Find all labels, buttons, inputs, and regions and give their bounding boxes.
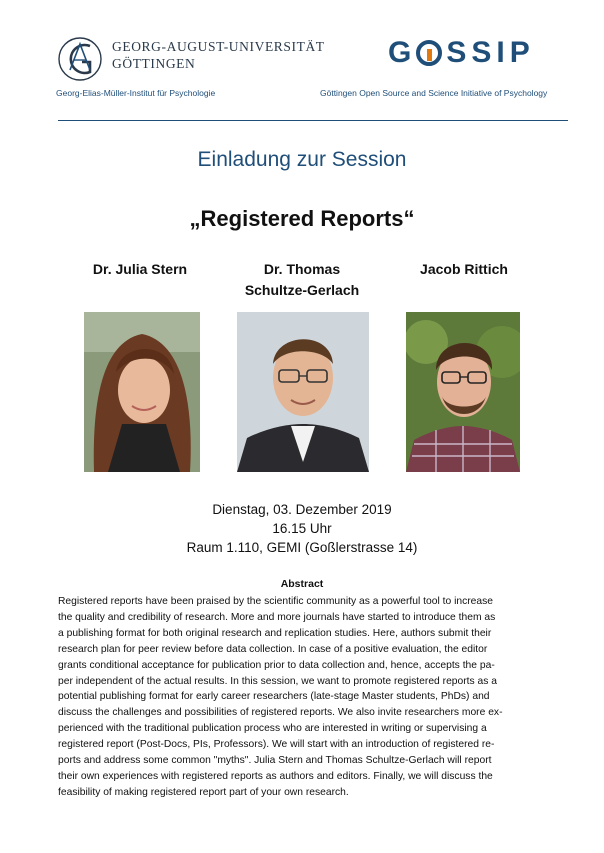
abstract-line: feasibility of making registered report part of your own research. xyxy=(58,786,349,798)
portrait-man-checked-shirt-image xyxy=(406,312,520,472)
speaker-photo-thomas-schultze-gerlach xyxy=(237,312,369,472)
abstract-line: potential publishing format for early career researchers (late-stage Master students, PhDs) and xyxy=(58,691,490,703)
header-divider xyxy=(58,120,568,121)
speaker-name-line1: Dr. Thomas xyxy=(263,261,341,277)
event-time: 16.15 Uhr xyxy=(272,521,332,536)
speaker-name-line2: Schultze-Gerlach xyxy=(244,282,360,298)
speaker-name-julia-stern xyxy=(70,259,210,280)
abstract-line: their own experiences with registered reports as authors and editors. Finally, we will discuss the xyxy=(58,770,493,782)
abstract-line: discuss the challenges and possibilities of registered reports. We also invite researchers more ex- xyxy=(58,707,503,719)
abstract-line: the quality and credibility of research. More and more journals have started to introduce them as xyxy=(58,611,496,623)
speaker-photo-julia-stern xyxy=(84,312,200,472)
letterhead xyxy=(0,0,604,122)
invitation-heading: Einladung zur Session xyxy=(197,148,407,171)
university-name xyxy=(112,38,325,72)
event-date: Dienstag, 03. Dezember 2019 xyxy=(212,502,392,517)
portrait-woman-image xyxy=(84,312,200,472)
gossip-subtitle: Göttingen Open Source and Science Initiative of Psychology xyxy=(320,88,548,98)
speaker-name-line1: Jacob Rittich xyxy=(420,261,508,277)
event-details xyxy=(0,500,604,557)
university-name-line2: GÖTTINGEN xyxy=(112,56,196,71)
abstract-line: perienced with the traditional publication process who are interested in writing or supervising a xyxy=(58,723,487,735)
university-name-line1: GEORG-AUGUST-UNIVERSITÄT xyxy=(112,39,325,54)
gossip-logo-g: G xyxy=(388,36,417,69)
speaker-name-line1: Dr. Julia Stern xyxy=(92,261,188,277)
speaker-name-jacob-rittich xyxy=(394,259,534,280)
gossip-logo-rest: SSIP xyxy=(446,36,535,69)
abstract-line: per independent of the actual results. In this session, we want to promote registered reports as a xyxy=(58,675,498,687)
abstract-line: research plan for peer review before data collection. In case of a positive evaluation, the editor xyxy=(58,643,488,655)
event-location: Raum 1.110, GEMI (Goßlerstrasse 14) xyxy=(186,540,418,555)
abstract-line: a publishing format for both original research and replication studies. Here, authors submit their xyxy=(58,627,492,639)
speaker-name-thomas-schultze-gerlach xyxy=(220,259,384,301)
abstract-body xyxy=(58,594,556,801)
institute-name: Georg-Elias-Müller-Institut für Psychologie xyxy=(56,88,216,98)
speaker-photo-jacob-rittich xyxy=(406,312,520,472)
abstract-heading: Abstract xyxy=(280,578,324,590)
abstract-line: registered report (Post-Docs, PIs, Professors). We will start with an introduction of registered re- xyxy=(58,739,495,751)
abstract-line: grants conditional acceptance for publication prior to data collection and, hence, accepts the pa- xyxy=(58,659,495,671)
portrait-man-suit-image xyxy=(237,312,369,472)
abstract-line: ports and address some common "myths". Julia Stern and Thomas Schultze-Gerlach will report xyxy=(58,755,492,767)
session-title: „Registered Reports“ xyxy=(189,206,415,231)
gossip-logo xyxy=(388,36,535,70)
gossip-logo-o-icon xyxy=(416,40,442,66)
university-seal-logo xyxy=(56,36,106,82)
abstract-line: Registered reports have been praised by the scientific community as a powerful tool to increase xyxy=(58,596,493,607)
